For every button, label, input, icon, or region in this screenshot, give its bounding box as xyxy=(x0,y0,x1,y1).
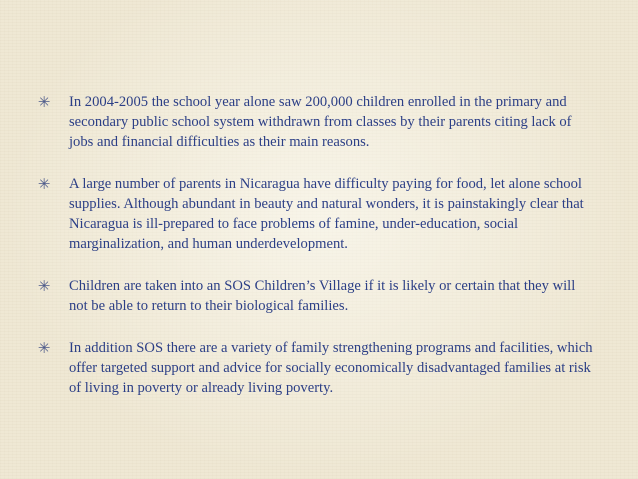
asterisk-bullet-icon: ✳ xyxy=(37,93,51,111)
asterisk-bullet-icon: ✳ xyxy=(37,277,51,295)
bullet-text: In addition SOS there are a variety of family strengthening programs and facilities, which offer targeted support and advice for socially economically disadvantaged families at risk of living in poverty or already living poverty. xyxy=(69,340,593,396)
bullet-text: In 2004-2005 the school year alone saw 200,000 children enrolled in the primary and secondary public school system withdrawn from classes by their parents citing lack of jobs and financial difficulties as their main reasons. xyxy=(69,94,572,150)
bullet-item-family-programs xyxy=(36,338,596,398)
bullet-list xyxy=(36,92,596,420)
bullet-item-sos-village xyxy=(36,276,596,316)
bullet-item-parents-difficulty xyxy=(36,174,596,254)
asterisk-bullet-icon: ✳ xyxy=(37,339,51,357)
asterisk-bullet-icon: ✳ xyxy=(37,175,51,193)
bullet-text: Children are taken into an SOS Children’s Village if it is likely or certain that they will not be able to return to their biological families. xyxy=(69,278,576,314)
bullet-item-school-withdrawal xyxy=(36,92,596,152)
bullet-text: A large number of parents in Nicaragua have difficulty paying for food, let alone school supplies. Although abundant in beauty and natural wonders, it is painstakingly clear that Nicaragua is ill-prepared to face problems of famine, under-education, social marginalization, and human underdevelopment. xyxy=(69,176,584,252)
